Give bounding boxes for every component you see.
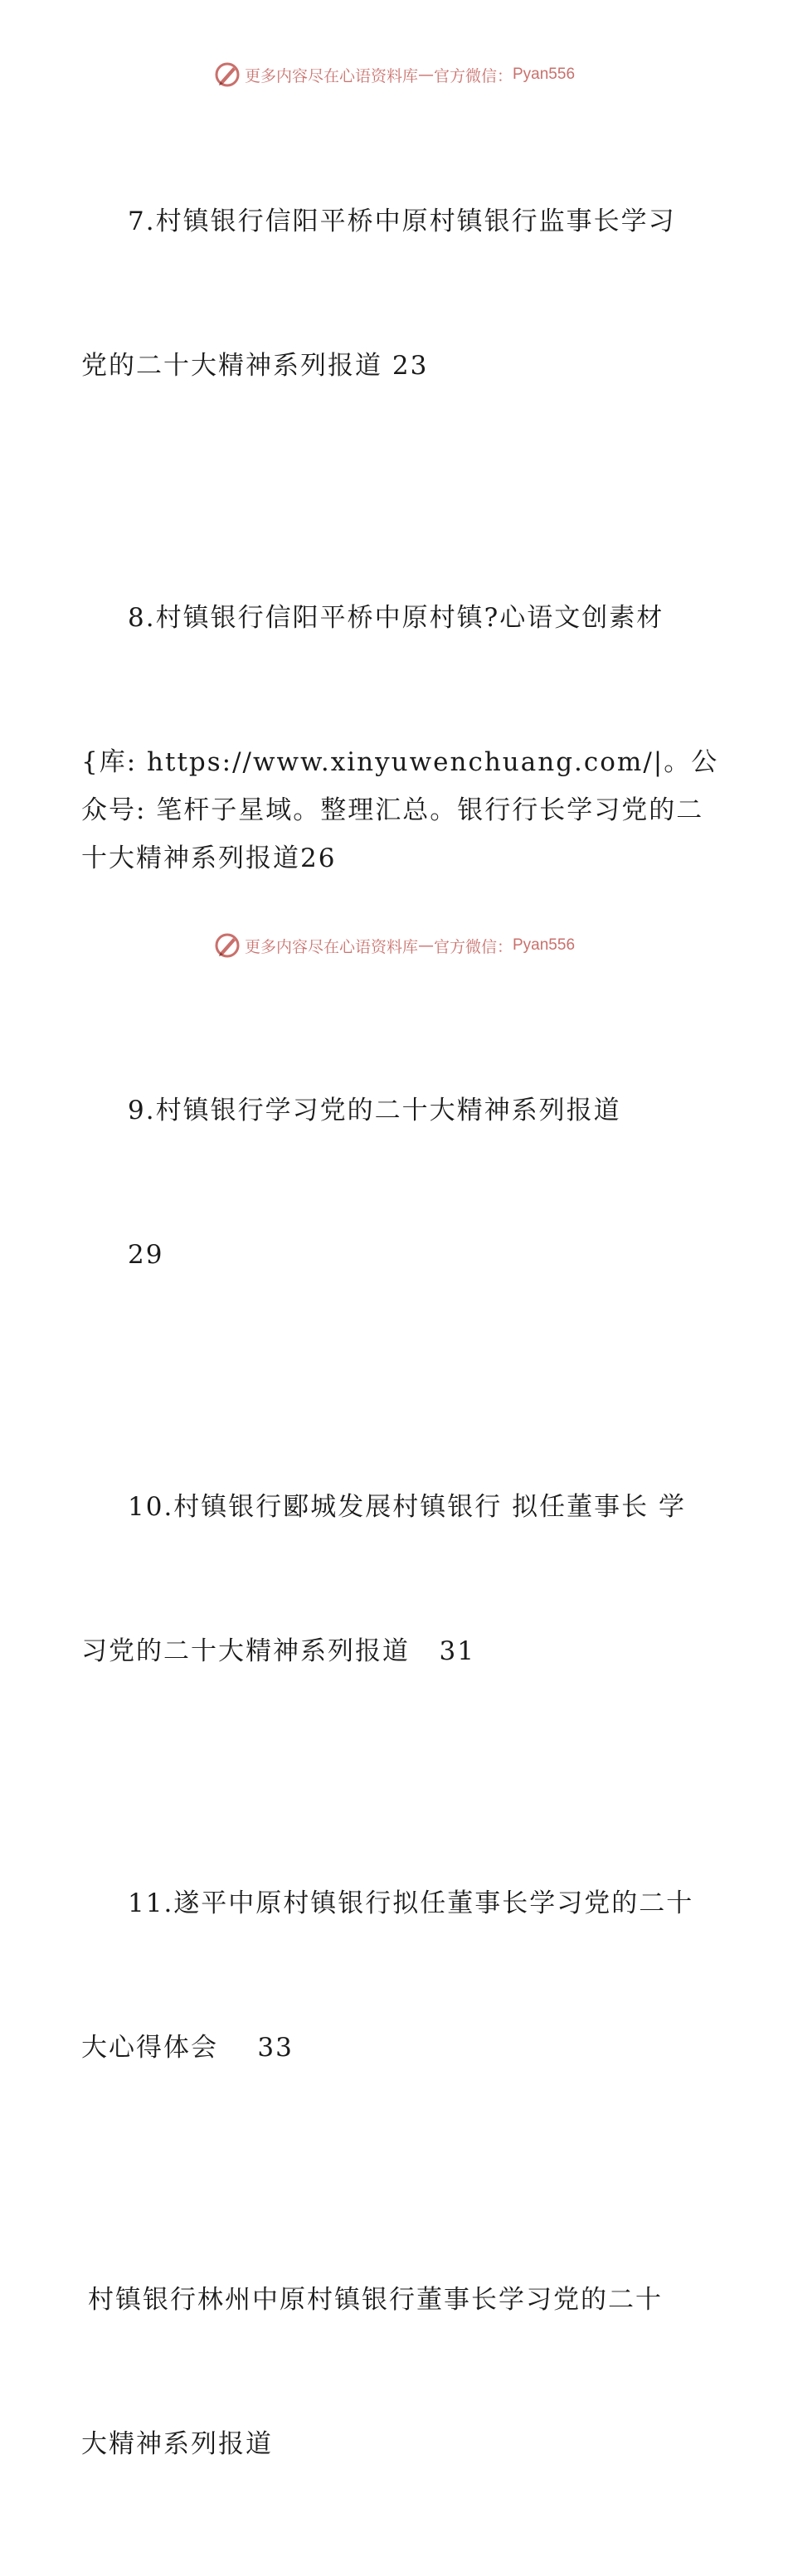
header-watermark [0, 58, 788, 91]
watermark-text: 更多内容尽在心语资料库 [244, 937, 418, 956]
toc-item-line: 11.遂平中原村镇银行拟任董事长学习党的二十 [128, 1888, 694, 1918]
toc-item-12 [81, 2180, 728, 2564]
watermark-separator: — [417, 66, 434, 84]
toc-item-line: 29 [128, 1240, 164, 1270]
toc-item-8 [81, 498, 728, 979]
toc-item-9 [81, 990, 728, 1375]
watermark-official: 官方微信： [433, 937, 513, 956]
toc-list [81, 101, 728, 2576]
toc-item-line: 8.村镇银行信阳平桥中原村镇?心语文创素材 [128, 603, 664, 633]
toc-item-11 [81, 1783, 728, 2168]
toc-item-7 [81, 101, 728, 486]
toc-item-10 [81, 1387, 728, 1772]
pen-logo-icon [213, 931, 241, 960]
toc-item-line: 10.村镇银行郾城发展村镇银行 拟任董事长 学 [128, 1492, 687, 1522]
toc-item-line: 党的二十大精神系列报道 23 [81, 351, 429, 381]
toc-item-line: 大精神系列报道 [81, 2429, 273, 2459]
pen-logo-icon [213, 61, 241, 89]
watermark-account: Pyan556 [513, 936, 576, 954]
toc-item-line: 7.村镇银行信阳平桥中原村镇银行监事长学习 [128, 207, 676, 236]
toc-item-line: 习党的二十大精神系列报道 31 [81, 1636, 476, 1666]
watermark-official: 官方微信： [433, 66, 513, 85]
watermark-account: Pyan556 [513, 66, 576, 83]
watermark-separator: — [417, 936, 434, 955]
toc-item-line: 大心得体会 33 [81, 2033, 294, 2063]
toc-item-line: 9.村镇银行学习党的二十大精神系列报道 [128, 1096, 621, 1125]
toc-item-line: {库: https://www.xinyuwenchuang.com/|。公众号: 笔杆子星域。整理汇总。银行行长学习党的二十大精神系列报道26 [81, 747, 719, 873]
watermark-text: 更多内容尽在心语资料库 [244, 66, 418, 85]
toc-item-line: 村镇银行林州中原村镇银行董事长学习党的二十 [88, 2285, 663, 2315]
footer-watermark [0, 929, 788, 962]
